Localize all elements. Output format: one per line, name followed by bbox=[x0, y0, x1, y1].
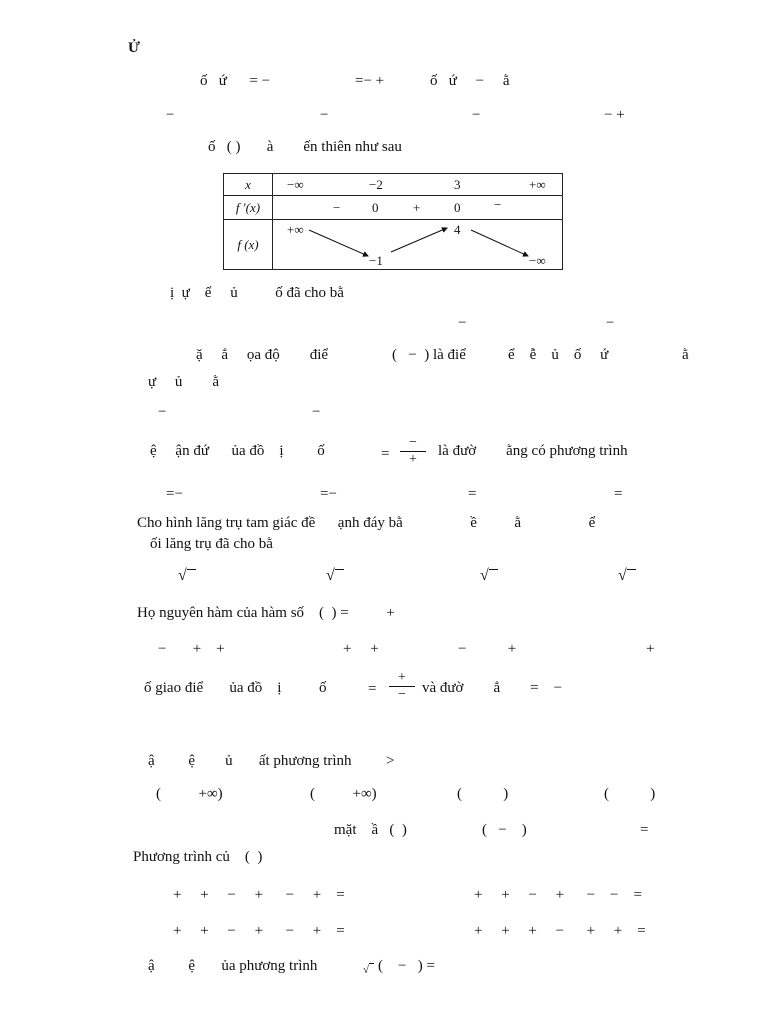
table-x-label: x bbox=[224, 174, 273, 196]
q1-stem-a: ố ứ = − bbox=[200, 73, 271, 89]
q6-option: − + bbox=[458, 641, 517, 657]
x-value: 3 bbox=[454, 177, 461, 192]
q9-option: + + − + − + = bbox=[173, 887, 345, 903]
q3-option: − bbox=[312, 404, 321, 420]
q4-option: = bbox=[614, 486, 623, 502]
q2-stem: ố ( ) à ến thiên như sau bbox=[208, 139, 402, 155]
table-x-row bbox=[273, 174, 563, 196]
q4-stem-b: = bbox=[381, 446, 390, 462]
q8-option: ( +∞) bbox=[310, 786, 377, 802]
q9-option: + + − + − − = bbox=[474, 887, 642, 903]
q7-stem-a: ố giao điể ủa đồ ị ố bbox=[144, 680, 327, 696]
fp-value: 0 bbox=[372, 200, 379, 215]
q6-option: + + bbox=[343, 641, 379, 657]
q2-option: − bbox=[606, 315, 615, 331]
q8-option: ( +∞) bbox=[156, 786, 223, 802]
q5-option-d-sqrt-icon: √ bbox=[618, 568, 627, 584]
q5-stem-a: Cho hình lăng trụ tam giác đề ạnh đáy bằ ề ằ ể bbox=[137, 515, 596, 531]
q5-stem-b: ối lăng trụ đã cho bằ bbox=[150, 536, 273, 552]
fp-value: + bbox=[413, 200, 421, 215]
arrow-increasing bbox=[391, 228, 447, 252]
fp-value: 0 bbox=[454, 200, 461, 215]
q2-question: ị ự ể ủ ố đã cho bằ bbox=[170, 285, 344, 301]
q3-option: − bbox=[158, 404, 167, 420]
q8-stem-b: > bbox=[386, 753, 395, 769]
fraction-denominator: − bbox=[398, 687, 406, 702]
q3-stem-a: ặ ẳ ọa độ điể bbox=[196, 347, 329, 363]
fraction-numerator: + bbox=[398, 670, 406, 685]
q4-option: =− bbox=[166, 486, 183, 502]
q9-option: + + − + − + = bbox=[173, 923, 345, 939]
q3-stem-c: ể ễ ủ ố ứ bbox=[508, 347, 609, 363]
q8-option: ( ) bbox=[604, 786, 656, 802]
table-fp-row bbox=[273, 196, 563, 220]
q3-stem-d: ằ bbox=[682, 347, 689, 363]
q5-option-c-sqrt-icon: √ bbox=[480, 568, 489, 584]
section-title: Ử bbox=[128, 40, 140, 56]
q6-stem: Họ nguyên hàm của hàm số ( ) = + bbox=[137, 605, 395, 621]
q3-stem-e: ự ủ ằ bbox=[148, 374, 220, 390]
q4-fraction bbox=[400, 437, 426, 466]
arrow-decreasing bbox=[309, 230, 368, 256]
fp-value: − bbox=[333, 200, 341, 215]
q8-stem-a: ậ ệ ủ ất phương trình bbox=[148, 753, 352, 769]
q10-stem-b: ( − ) = bbox=[378, 958, 435, 974]
q2-option: − bbox=[458, 315, 467, 331]
arrow-decreasing bbox=[471, 230, 528, 256]
x-value: −2 bbox=[369, 177, 383, 192]
x-value: +∞ bbox=[529, 177, 546, 192]
q1-option-b: − bbox=[320, 107, 329, 123]
q9-stem-a: mặt ầ ( ) bbox=[334, 822, 407, 838]
q9-stem-d: Phương trình củ ( ) bbox=[133, 849, 263, 865]
q7-stem-b: = bbox=[368, 681, 377, 697]
q7-fraction bbox=[389, 672, 415, 701]
q9-option: + + + − + + = bbox=[474, 923, 646, 939]
q4-stem-a: ệ ận đứ ủa đồ ị ố bbox=[150, 443, 325, 459]
q9-stem-b: ( − ) bbox=[482, 822, 527, 838]
q5-option-b-sqrt-icon: √ bbox=[326, 568, 335, 584]
q7-stem-c: và đườ ẳ = − bbox=[422, 680, 563, 696]
variation-table bbox=[223, 173, 563, 270]
table-f-row bbox=[273, 220, 563, 270]
q4-option: = bbox=[468, 486, 477, 502]
fraction-denominator: + bbox=[409, 452, 417, 467]
f-value-bottom-end: −∞ bbox=[529, 253, 546, 268]
q9-stem-c: = bbox=[640, 822, 649, 838]
q1-stem-b: =− + bbox=[355, 73, 385, 89]
q4-stem-c: là đườ ằng có phương trình bbox=[438, 443, 628, 459]
f-value-top-left: +∞ bbox=[287, 222, 304, 237]
q1-stem-c: ố ứ − ằ bbox=[430, 73, 510, 89]
f-value-top-2: 4 bbox=[454, 222, 461, 237]
q6-option: + bbox=[646, 641, 655, 657]
x-value: −∞ bbox=[287, 177, 304, 192]
q3-stem-b: ( − ) là điể bbox=[392, 347, 466, 363]
q10-sqrt-icon: √ bbox=[363, 962, 369, 978]
q1-option-a: − bbox=[166, 107, 175, 123]
table-f-label: f (x) bbox=[224, 220, 273, 270]
q5-option-a-sqrt-icon: √ bbox=[178, 568, 187, 584]
q1-option-d: − + bbox=[604, 107, 625, 123]
table-fp-label: f ′(x) bbox=[224, 196, 273, 220]
q8-option: ( ) bbox=[457, 786, 509, 802]
variation-arrows bbox=[273, 220, 563, 270]
q10-stem-a: ậ ệ ủa phương trình bbox=[148, 958, 318, 974]
q6-option: − + + bbox=[158, 641, 225, 657]
fraction-numerator: − bbox=[409, 435, 417, 450]
fp-value: − bbox=[494, 197, 502, 212]
q1-option-c: − bbox=[472, 107, 481, 123]
q4-option: =− bbox=[320, 486, 337, 502]
f-value-bottom-1: −1 bbox=[369, 253, 383, 268]
